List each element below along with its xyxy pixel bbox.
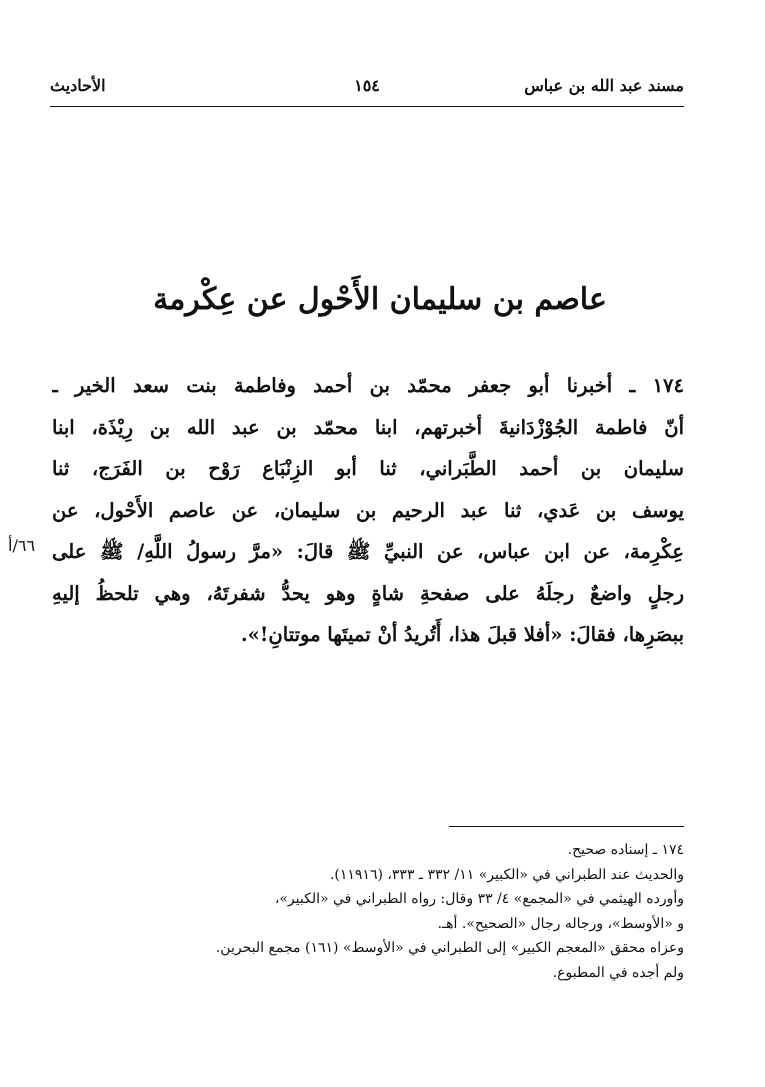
hadith-line: ببصَرِها، فقالَ: «أفلا قبلَ هذا، أَتُريدُ أنْ تميتَها موتتانِ!». <box>240 623 684 646</box>
page-number: ١٥٤ <box>354 76 380 95</box>
footnote-line: والحديث عند الطبراني في «الكبير» ١١/ ٣٣٢ ـ ٣٣٣، (١١٩١٦). <box>329 866 684 883</box>
hadith-line: رجلٍ واضعٌ رجلَهُ على صفحةِ شاةٍ وهو يحدُّ شفرتَهُ، وهي تلحظُ إليهِ <box>52 581 684 605</box>
hadith-line: سليمان بن أحمد الطَّبَراني، ثنا أبو الزِنْبَاع رَوْح بن الفَرَج، ثنا <box>52 457 684 480</box>
chapter-title: عاصم بن سليمان الأَحْول عن عِكْرمة <box>153 282 607 317</box>
hadith-line: ١٧٤ ـ أخبرنا أبو جعفر محمّد بن أحمد وفاطمة بنت سعد الخير ـ <box>52 374 684 397</box>
section-title: الأحاديث <box>50 76 106 95</box>
footnote-line: و «الأوسط»، ورجاله رجال «الصحيح». أهـ. <box>437 915 684 932</box>
footnote-line: وعزاه محقق «المعجم الكبير» إلى الطبراني في «الأوسط» (١٦١) مجمع البحرين. <box>215 940 684 956</box>
book-title: مسند عبد الله بن عباس <box>524 76 684 95</box>
footnote-rule <box>449 826 684 827</box>
header-rule <box>50 106 684 107</box>
hadith-text <box>52 365 684 656</box>
manuscript-folio-reference: ٦٦/أ <box>8 536 36 555</box>
hadith-line: يوسف بن عَدي، ثنا عبد الرحيم بن سليمان، عن عاصم الأَحْول، عن <box>52 498 684 522</box>
running-head <box>50 76 684 106</box>
footnote-line: وأورده الهيثمي في «المجمع» ٤/ ٣٣ وقال: رواه الطبراني في «الكبير»، <box>274 891 684 907</box>
hadith-line: أنّ فاطمة الجُوْزْدَانيةَ أخبرتهم، ابنا محمّد بن عبد الله بن رِيْذَة، ابنا <box>52 415 684 439</box>
hadith-line: عِكْرِمة، عن ابن عباس، عن النبيِّ ﷺ قالَ: «مرَّ رسولُ اللَّهِ/ ﷺ على <box>52 540 684 563</box>
footnote-line: ١٧٤ ـ إسناده صحيح. <box>567 842 684 858</box>
footnote-line: ولم أجده في المطبوع. <box>552 964 684 981</box>
footnotes <box>90 838 684 985</box>
